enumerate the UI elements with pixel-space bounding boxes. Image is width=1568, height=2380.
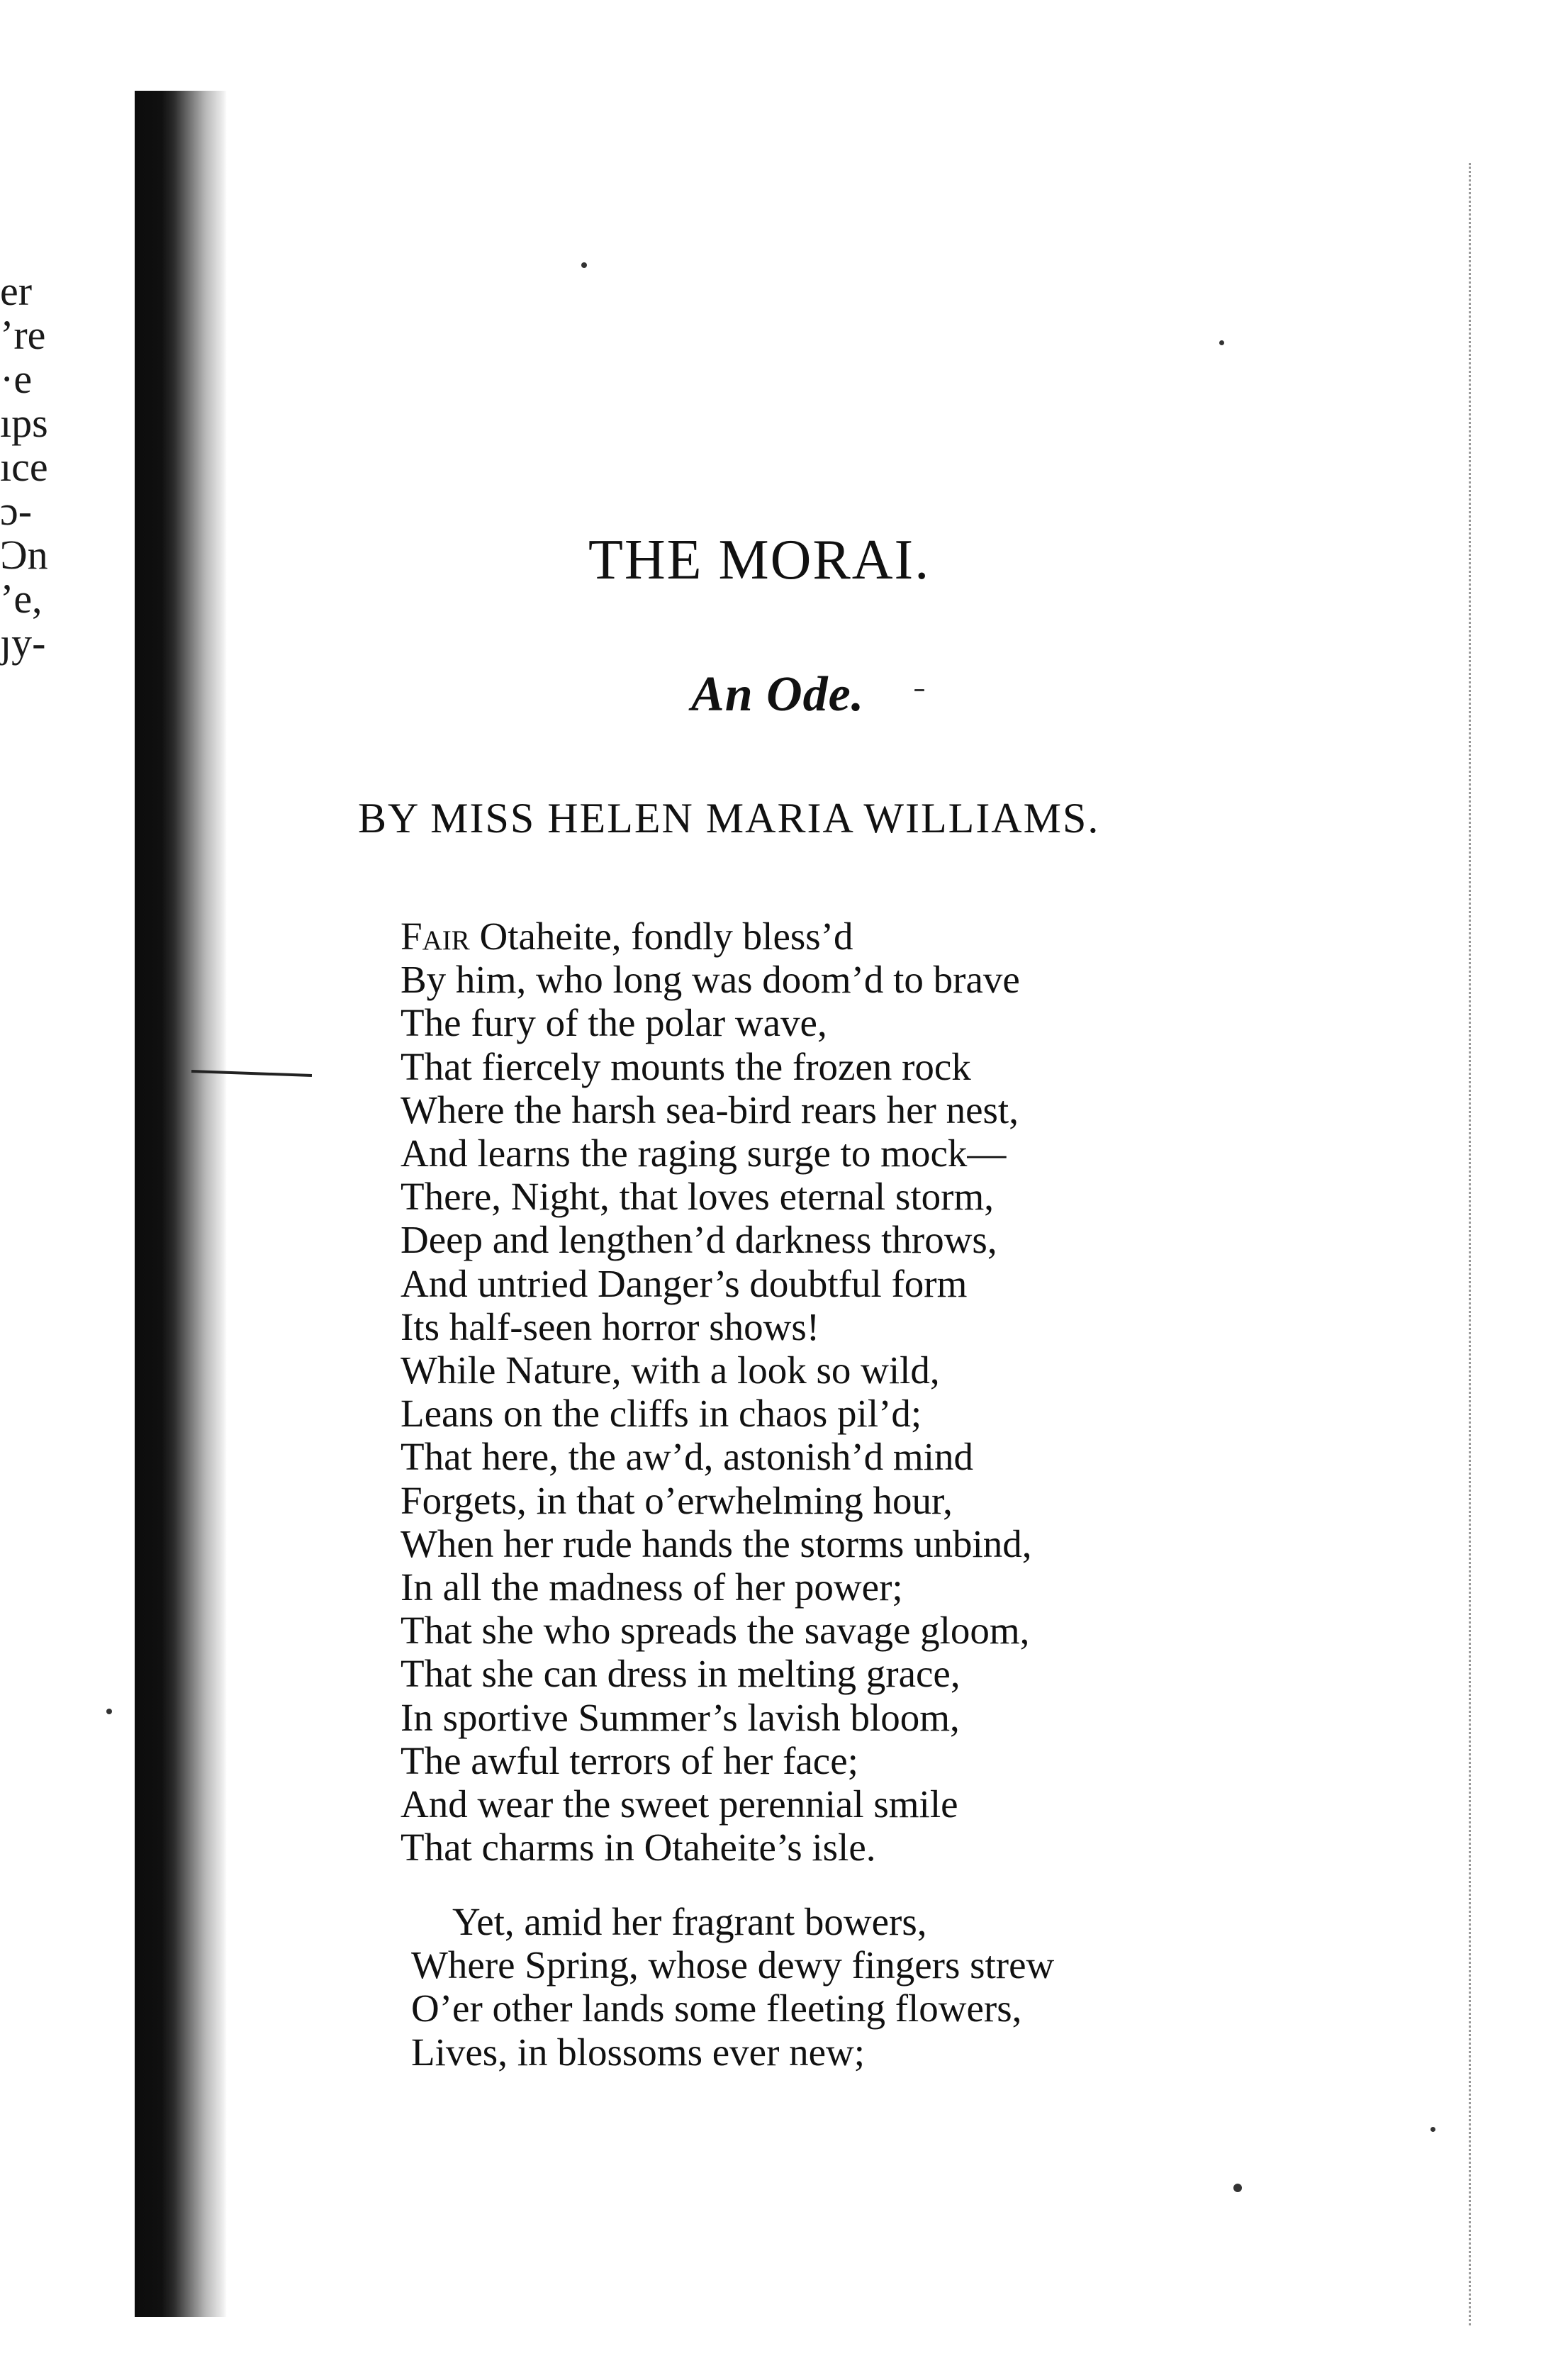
margin-fragment: er (0, 268, 33, 314)
margin-fragment: ıce (0, 444, 48, 490)
poem-line: The fury of the polar wave, (401, 1001, 827, 1045)
opening-word: Fair (401, 915, 470, 958)
poem-line: O’er other lands some fleeting flowers, (411, 1987, 1022, 2030)
poem-line: That fiercely mounts the frozen rock (401, 1044, 971, 1088)
poem-line: Leans on the cliffs in chaos pil’d; (401, 1392, 922, 1436)
poem-line: Forgets, in that o’erwhelming hour, (401, 1478, 953, 1522)
poem-line: That here, the aw’d, astonish’d mind (401, 1435, 973, 1479)
facing-page-margin-text (0, 269, 78, 665)
poem-line: Where Spring, whose dewy fingers strew (411, 1943, 1055, 1987)
print-speck (1233, 2184, 1242, 2192)
poem-line: Yet, amid her fragrant bowers, (452, 1900, 927, 1943)
poem-line: There, Night, that loves eternal storm, (401, 1175, 994, 1219)
poem-line (401, 915, 1032, 958)
book-gutter-shadow (135, 91, 227, 2317)
poem-line: That she can dress in melting grace, (401, 1652, 961, 1696)
margin-fragment: ȷy- (0, 620, 46, 666)
margin-fragment: ’re (0, 312, 46, 358)
line-text: Otaheite, fondly bless’d (479, 915, 853, 958)
poem-line: When her rude hands the storms unbind, (401, 1521, 1032, 1565)
byline: BY MISS HELEN MARIA WILLIAMS. (358, 795, 1100, 842)
poem-line: And learns the raging surge to mock— (401, 1132, 1007, 1175)
print-speck (1430, 2127, 1435, 2132)
print-speck (581, 262, 587, 268)
poem-line: That charms in Otaheite’s isle. (401, 1826, 876, 1870)
margin-fragment: ɔ- (0, 488, 33, 534)
poem-line: Deep and lengthen’d darkness throws, (401, 1218, 997, 1262)
page-edge (1469, 163, 1473, 2325)
poem-line: In all the madness of her power; (401, 1565, 903, 1609)
poem-line: Where the harsh sea-bird rears her nest, (401, 1088, 1019, 1132)
print-speck (1219, 340, 1224, 345)
margin-fragment: ıps (0, 400, 48, 446)
margin-fragment: ’e, (0, 576, 43, 622)
subtitle: An Ode. (691, 667, 865, 722)
poem-line: And wear the sweet perennial smile (401, 1782, 958, 1826)
poem-line: And untried Danger’s doubtful form (401, 1261, 968, 1305)
poem-line: That she who spreads the savage gloom, (401, 1609, 1030, 1653)
poem-line: Lives, in blossoms ever new; (411, 2030, 866, 2074)
margin-fragment: Ɔn (0, 532, 48, 578)
poem-line: In sportive Summer’s lavish bloom, (401, 1695, 960, 1739)
poem-line: By him, who long was doom’d to brave (401, 958, 1020, 1002)
poem-line: The awful terrors of her face; (401, 1738, 858, 1782)
poem-stanza-2 (411, 1900, 1054, 2074)
page-title: THE MORAI. (588, 529, 931, 591)
print-speck (914, 689, 924, 691)
poem-line: Its half-seen horror shows! (401, 1304, 820, 1348)
print-speck (106, 1709, 112, 1714)
poem-stanza-1 (401, 915, 1032, 1869)
poem-line: While Nature, with a look so wild, (401, 1348, 940, 1392)
margin-fragment: ·e (0, 356, 33, 402)
